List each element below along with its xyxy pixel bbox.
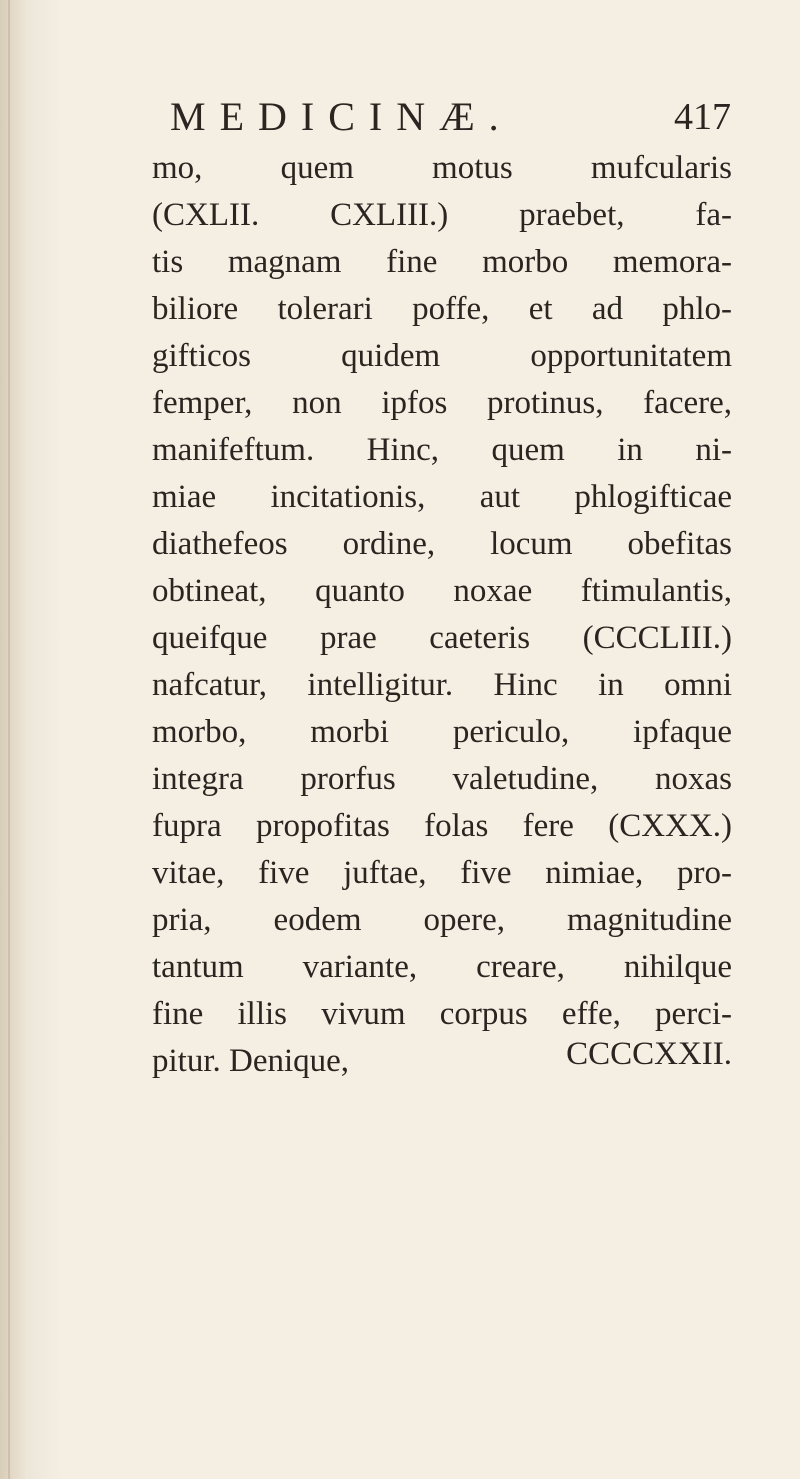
text-line: miae incitationis, aut phlogifticae [152,479,732,515]
text-line: integra prorfus valetudine, noxas [152,761,732,797]
running-title: MEDICINÆ. [170,94,513,139]
text-line: manifeftum. Hinc, quem in ni- [152,432,732,468]
text-line: morbo, morbi periculo, ipfaque [152,714,732,750]
text-line: diathefeos ordine, locum obefitas [152,526,732,562]
text-line: biliore tolerari poffe, et ad phlo- [152,291,732,327]
text-line: fine illis vivum corpus effe, perci- [152,996,732,1032]
text-line-last: pitur. Denique, [152,1043,350,1079]
page-number: 417 [674,96,731,138]
text-line: obtineat, quanto noxae ftimulantis, [152,573,732,609]
text-line: mo, quem motus mufcularis [152,150,732,186]
text-line: nafcatur, intelligitur. Hinc in omni [152,667,732,703]
page-header [170,92,730,142]
text-line: (CXLII. CXLIII.) praebet, fa- [152,197,732,233]
text-line: tantum variante, creare, nihilque [152,949,732,985]
text-line: pria, eodem opere, magnitudine [152,902,732,938]
text-line: queifque prae caeteris (CCCLIII.) [152,620,732,656]
text-line: vitae, five juftae, five nimiae, pro- [152,855,732,891]
body-text [152,145,732,1085]
gutter-shadow-line [8,0,10,1479]
catchword: CCCCXXII. [566,1036,732,1072]
page-gutter [0,0,26,1479]
text-line: gifticos quidem opportunitatem [152,338,732,374]
text-line: femper, non ipfos protinus, facere, [152,385,732,421]
text-line: fupra propofitas folas fere (CXXX.) [152,808,732,844]
catchword-area [152,1031,732,1078]
text-line: tis magnam fine morbo memora- [152,244,732,280]
